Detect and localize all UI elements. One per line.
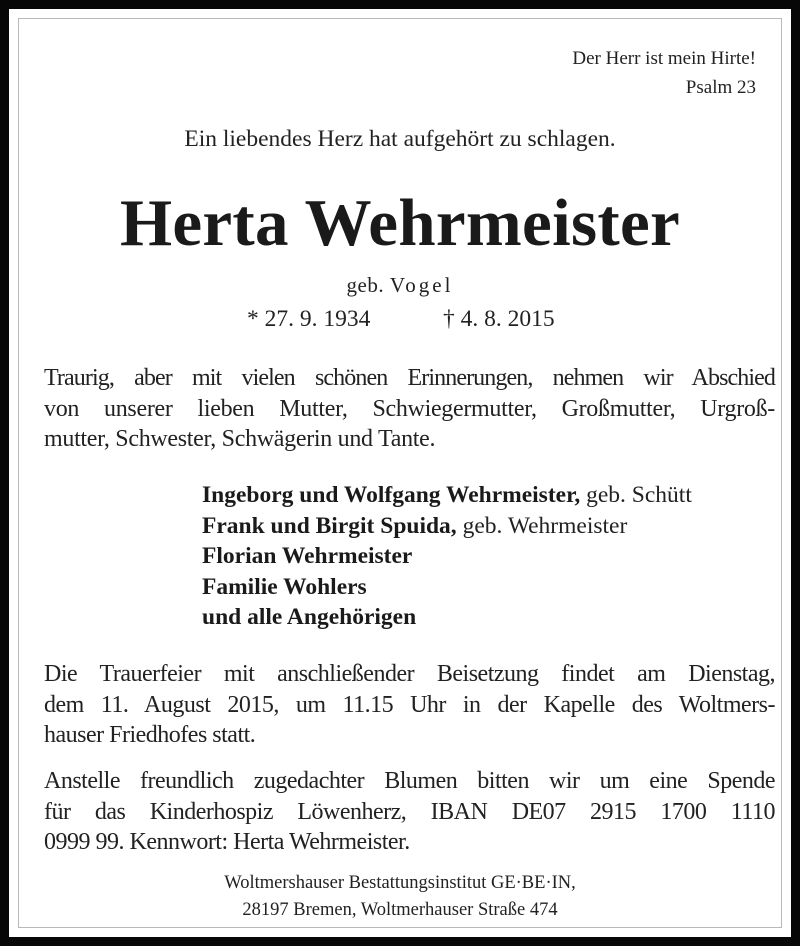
paragraph-line: dem 11. August 2015, um 11.15 Uhr in der Kapelle des Woltmers- [44, 691, 775, 718]
paragraph-line: Traurig, aber mit vielen schönen Erinnerungen, nehmen wir Abschied [44, 365, 775, 391]
mourner-name: Frank und Birgit Spuida, [202, 512, 457, 539]
farewell-paragraph [44, 363, 775, 455]
mourner-note: geb. Schütt [580, 482, 692, 508]
paragraph-line: 0999 99. Kennwort: Herta Wehrmeister. [44, 829, 410, 855]
maiden-name: Vogel [389, 273, 454, 297]
mourner-name: Florian Wehrmeister [202, 543, 413, 569]
maiden-prefix: geb. [346, 273, 385, 297]
paragraph-line: für das Kinderhospiz Löwenherz, IBAN DE07 2915 1700 1110 [44, 798, 775, 825]
life-dates [247, 306, 555, 333]
undertaker-address: 28197 Bremen, Woltmerhauser Straße 474 [242, 900, 558, 920]
bible-verse [572, 44, 756, 102]
deceased-name: Herta Wehrmeister [119, 186, 681, 260]
mourner-row [202, 480, 692, 511]
paragraph-line: hauser Friedhofes statt. [44, 722, 256, 748]
mourner-name: Ingeborg und Wolfgang Wehrmeister, [202, 482, 581, 508]
verse-source: Psalm 23 [685, 77, 756, 98]
mourner-row [202, 602, 692, 633]
mourner-row [202, 511, 692, 542]
mourner-name: Familie Wohlers [202, 573, 367, 600]
undertaker-name: Woltmershauser Bestattungsinstitut GE·BE·IN, [224, 873, 576, 893]
paragraph-line: Die Trauerfeier mit anschließender Beisetzung findet am Dienstag, [44, 661, 775, 687]
mourners-list [202, 480, 692, 633]
service-paragraph [44, 659, 775, 751]
verse-quote: Der Herr ist mein Hirte! [572, 48, 756, 69]
mourner-row [202, 572, 692, 603]
intro-line: Ein liebendes Herz hat aufgehört zu schlagen. [184, 126, 616, 152]
paragraph-line: von unserer lieben Mutter, Schwiegermutter, Großmutter, Urgroß- [44, 395, 775, 422]
paragraph-line: Anstelle freundlich zugedachter Blumen bitten wir um eine Spende [44, 768, 775, 794]
undertaker-info [9, 870, 791, 924]
mourner-note: geb. Wehrmeister [456, 512, 628, 539]
maiden-name-line [9, 273, 791, 298]
mourner-name: und alle Angehörigen [202, 604, 417, 630]
death-date: † 4. 8. 2015 [443, 306, 555, 332]
paragraph-line: mutter, Schwester, Schwägerin und Tante. [44, 426, 436, 452]
donation-paragraph [44, 766, 775, 858]
birth-date: * 27. 9. 1934 [247, 306, 371, 332]
mourner-row [202, 541, 692, 572]
